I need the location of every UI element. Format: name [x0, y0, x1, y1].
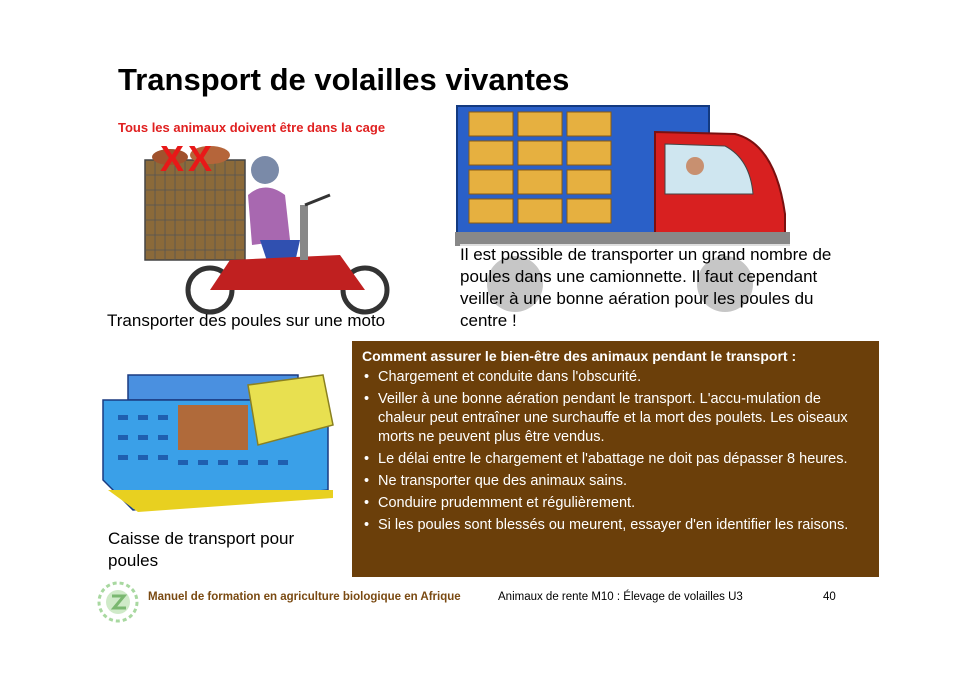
info-item: • Veiller à une bonne aération pendant le transport. L'accu-mulation de chaleur peut entraîner une surchauffe et la mort des poulets. Les oiseaux morts ne peuvent plus être vendus. — [362, 390, 869, 447]
footer-module: Animaux de rente M10 : Élevage de volailles U3 — [498, 591, 743, 603]
truck-caption: Il est possible de transporter un grand nombre de poules dans une camionnette. Il faut cependant veiller à une bonne aération pour les poules du centre ! — [460, 244, 860, 332]
welfare-info-box — [352, 341, 879, 577]
page-title: Transport de volailles vivantes — [118, 62, 570, 97]
x-mark-1: X — [160, 138, 189, 179]
crate-caption: Caisse de transport pour poules — [108, 529, 295, 570]
info-item: • Si les poules sont blessés ou meurent, essayer d'en identifier les raisons. — [362, 516, 869, 535]
crate-illustration — [98, 370, 343, 515]
info-heading: Comment assurer le bien-être des animaux pendant le transport : — [362, 348, 797, 364]
x-marks — [160, 138, 216, 180]
info-item: • Ne transporter que des animaux sains. — [362, 472, 869, 491]
info-item: • Chargement et conduite dans l'obscurité. — [362, 368, 869, 387]
page-number: 40 — [823, 591, 836, 603]
footer-manual-title: Manuel de formation en agriculture biologique en Afrique — [148, 591, 461, 603]
info-item: • Conduire prudemment et régulièrement. — [362, 494, 869, 513]
warning-text: Tous les animaux doivent être dans la cage — [118, 120, 386, 135]
x-mark-2: X — [188, 138, 217, 179]
info-list — [362, 368, 869, 535]
moto-caption: Transporter des poules sur une moto — [107, 311, 386, 330]
info-item: • Le délai entre le chargement et l'abattage ne doit pas dépasser 8 heures. — [362, 450, 869, 469]
manual-logo-icon — [96, 580, 140, 624]
